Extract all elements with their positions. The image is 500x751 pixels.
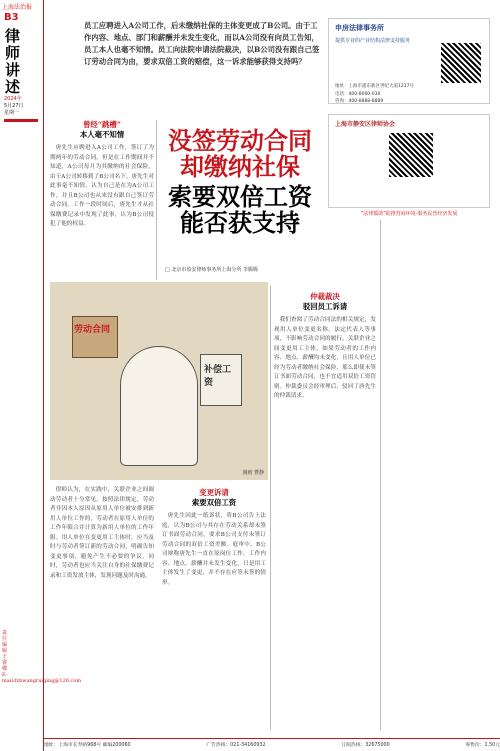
ad2-caption: “法律援助”助推营商环境·服务民营经济发展 (360, 211, 458, 217)
section-1-head-1: 曾经“跳槽” (82, 120, 122, 129)
section-1-head-2: 本人毫不知情 (79, 130, 125, 139)
section-2-body: 唐先生因此一纸诉状，将B公司告上法庭，认为B公司与其存在劳动关系却未签订书面劳动合同，要求B公司支付未签订劳动合同的双倍工资差额。庭审中，B公司辩称唐先生一直在原岗位工作，工作内容、地点、薪酬并未发生变化，只是用工主体发生了变更，并不存在应签未签的情形。 (162, 513, 266, 586)
ad-headline: 提供专业的产业结构法律支持服务 (335, 38, 411, 44)
date-bar (4, 119, 38, 122)
ad-phone-secondary: 咨询：400-8888-8889 (335, 99, 384, 104)
issue-day: 5月27日 (4, 103, 24, 109)
section-2-head-2: 索要双倍工资 (191, 498, 237, 507)
headline-line-3: 索要双倍工资 (168, 182, 312, 211)
column-divider (270, 286, 271, 730)
section-3-head-2: 驳回员工诉请 (302, 302, 348, 311)
section-1 (50, 120, 154, 230)
qr-code-icon (441, 43, 481, 83)
section-3-body: 我们查阅了劳动合同法的相关规定，发现用人单位变更名称、法定代表人等事项，不影响劳动合同的履行。关联企业之间变更用工主体，如果劳动者的工作内容、地点、薪酬均未变化，且用人单位已经为劳动者缴纳社会保险，那么即使未签订书面劳动合同，也不宜适用双倍工资罚则。仲裁委员会经审理后，驳回了唐先生的仲裁请求。 (274, 317, 376, 399)
section-1-body: 唐先生应聘进入A公司工作，签订了为期两年的劳动合同。但是在工作期间并不知道，A公司每月为其缴纳的社会保险，由于A公司转移到了B公司名下。唐先生对此事毫不知情，认为自己是在为A公司工作，并且B公司也从来没有跟自己签订劳动合同。工作一段时间后，唐先生才从社保缴费记录中发现了此事，认为B公司侵犯了他的权益。 (50, 145, 154, 227)
column-divider (156, 120, 157, 280)
section-title: 律师讲述 (5, 27, 21, 96)
column-divider (380, 220, 381, 730)
section-4-body: 律师认为，在实践中，关联企业之间调动劳动者十分常见。按照法律规定，劳动者非因本人原因从原用人单位被安排到新用人单位工作的，劳动者在原用人单位的工作年限合并计算为新用人单位的工作年限。用人单位在变更用工主体时，应当及时与劳动者签订新的劳动合同，明确告知变更事项，避免产生不必要的争议。同时，劳动者也应当关注自身的社保缴费记录和工资发放主体，发现问题及时沟通。 (50, 487, 154, 579)
section-2 (162, 488, 266, 588)
sign-left-label: 劳动合同 (74, 325, 111, 335)
law-firm-ad (328, 18, 490, 104)
footer-address: 地址：上海市长寿路968号 邮编200060 (44, 743, 131, 748)
ad-address: 地址：上海市浦东新区世纪大道1217号 (335, 84, 414, 89)
qr-code-icon (389, 133, 433, 177)
ad-brand: 申房法律事务所 (335, 24, 384, 32)
sign-right-label: 补偿工资 (204, 365, 232, 388)
masthead-sidebar (0, 0, 82, 751)
section-2-head-1: 变更诉请 (199, 488, 229, 497)
headline (162, 128, 318, 236)
publication-name: 上海法治报 (2, 4, 33, 11)
ad-phone: 电话：400-8000-030 (335, 92, 381, 97)
page-number: B3 (4, 12, 19, 23)
section-1-continued (50, 486, 154, 581)
section-3-head-1: 仲裁裁决 (310, 292, 340, 301)
ad2-brand: 上海市静安区律师协会 (335, 121, 396, 128)
footer-subscription: 订阅热线：32675000 (341, 743, 390, 748)
byline: □ 北京市盈安律师事务所上海分所 李腾腾 (165, 267, 258, 273)
footer-price: 零售价：1.50元 (465, 743, 500, 748)
illustration (50, 282, 268, 480)
issue-date (4, 96, 40, 122)
editor-info: 责任编辑 王睿卿 E-mail:fzbwangruiqing@126.com (2, 630, 82, 684)
headline-line-4: 能否获支持 (180, 208, 300, 237)
intro-paragraph: 员工应聘进入A公司工作，后未缴纳社保的主体变更成了B公司。由于工作内容、地点、部门和薪酬并未发生变化，而以A公司没有向员工告知，员工本人也毫不知情。员工向法院申请法院裁决，以B公司没有跟自己签订劳动合同为由，要求双倍工资的赔偿，这一诉求能够获得支持吗？ (84, 21, 320, 66)
headline-line-2: 却缴纳社保 (180, 152, 300, 181)
illustration-caption: 漫画 曹静 (242, 470, 264, 476)
headline-line-1: 没签劳动合同 (168, 126, 312, 155)
footer-ad-phone: 广告热线：021-34160932 (206, 743, 266, 748)
issue-year: 2024年 (4, 96, 22, 102)
issue-weekday: 星期一 (4, 110, 20, 116)
section-3 (274, 292, 376, 402)
association-ad (328, 114, 490, 208)
footer (44, 738, 500, 748)
worker-figure (120, 346, 198, 466)
